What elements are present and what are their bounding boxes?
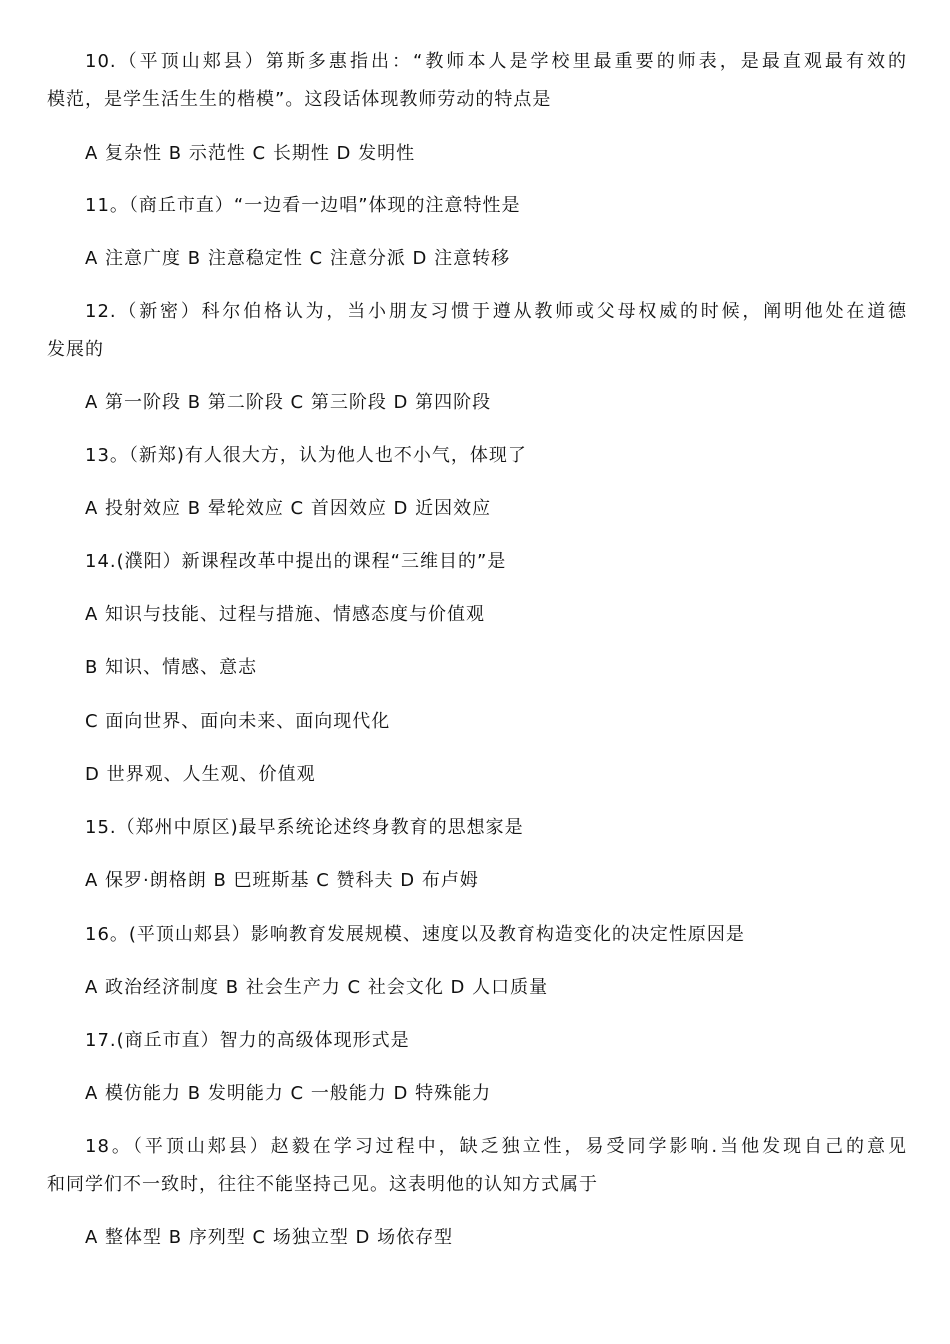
question-12-stem-line-1: 12.（新密）科尔伯格认为，当小朋友习惯于遵从教师或父母权威的时候，阐明他处在道德 [85, 301, 907, 322]
question-18-stem-line-2: 和同学们不一致时，往往不能坚持己见。这表明他的认知方式属于 [47, 1174, 598, 1195]
question-13-stem: 13。（新郑)有人很大方，认为他人也不小气，体现了 [85, 445, 527, 466]
question-10-options: A 复杂性 B 示范性 C 长期性 D 发明性 [85, 143, 416, 164]
question-13-options: A 投射效应 B 晕轮效应 C 首因效应 D 近因效应 [85, 498, 492, 519]
question-10-stem-line-1: 10.（平顶山郏县）第斯多惠指出：“教师本人是学校里最重要的师表，是最直观最有效的 [85, 51, 907, 72]
question-11-options: A 注意广度 B 注意稳定性 C 注意分派 D 注意转移 [85, 248, 511, 269]
question-17-options: A 模仿能力 B 发明能力 C 一般能力 D 特殊能力 [85, 1083, 492, 1104]
question-12-stem-line-2: 发展的 [47, 339, 104, 360]
question-14-option-a: A 知识与技能、过程与措施、情感态度与价值观 [85, 604, 486, 625]
question-16-stem: 16。(平顶山郏县）影响教育发展规模、速度以及教育构造变化的决定性原因是 [85, 924, 745, 945]
question-15-stem: 15.（郑州中原区)最早系统论述终身教育的思想家是 [85, 817, 524, 838]
question-14-option-c: C 面向世界、面向未来、面向现代化 [85, 711, 391, 732]
question-10-stem-line-2: 模范，是学生活生生的楷模”。这段话体现教师劳动的特点是 [47, 89, 552, 110]
question-12-options: A 第一阶段 B 第二阶段 C 第三阶段 D 第四阶段 [85, 392, 492, 413]
question-18-options: A 整体型 B 序列型 C 场独立型 D 场依存型 [85, 1227, 454, 1248]
question-14-stem: 14.(濮阳）新课程改革中提出的课程“三维目的”是 [85, 551, 507, 572]
question-14-option-b: B 知识、情感、意志 [85, 657, 258, 678]
question-15-options: A 保罗·朗格朗 B 巴班斯基 C 赞科夫 D 布卢姆 [85, 870, 479, 891]
question-17-stem: 17.(商丘市直）智力的高级体现形式是 [85, 1030, 410, 1051]
question-14-option-d: D 世界观、人生观、价值观 [85, 764, 316, 785]
question-18-stem-line-1: 18。（平顶山郏县）赵毅在学习过程中，缺乏独立性，易受同学影响.当他发现自己的意见 [85, 1136, 907, 1157]
question-16-options: A 政治经济制度 B 社会生产力 C 社会文化 D 人口质量 [85, 977, 549, 998]
question-11-stem: 11。（商丘市直）“一边看一边唱”体现的注意特性是 [85, 195, 521, 216]
